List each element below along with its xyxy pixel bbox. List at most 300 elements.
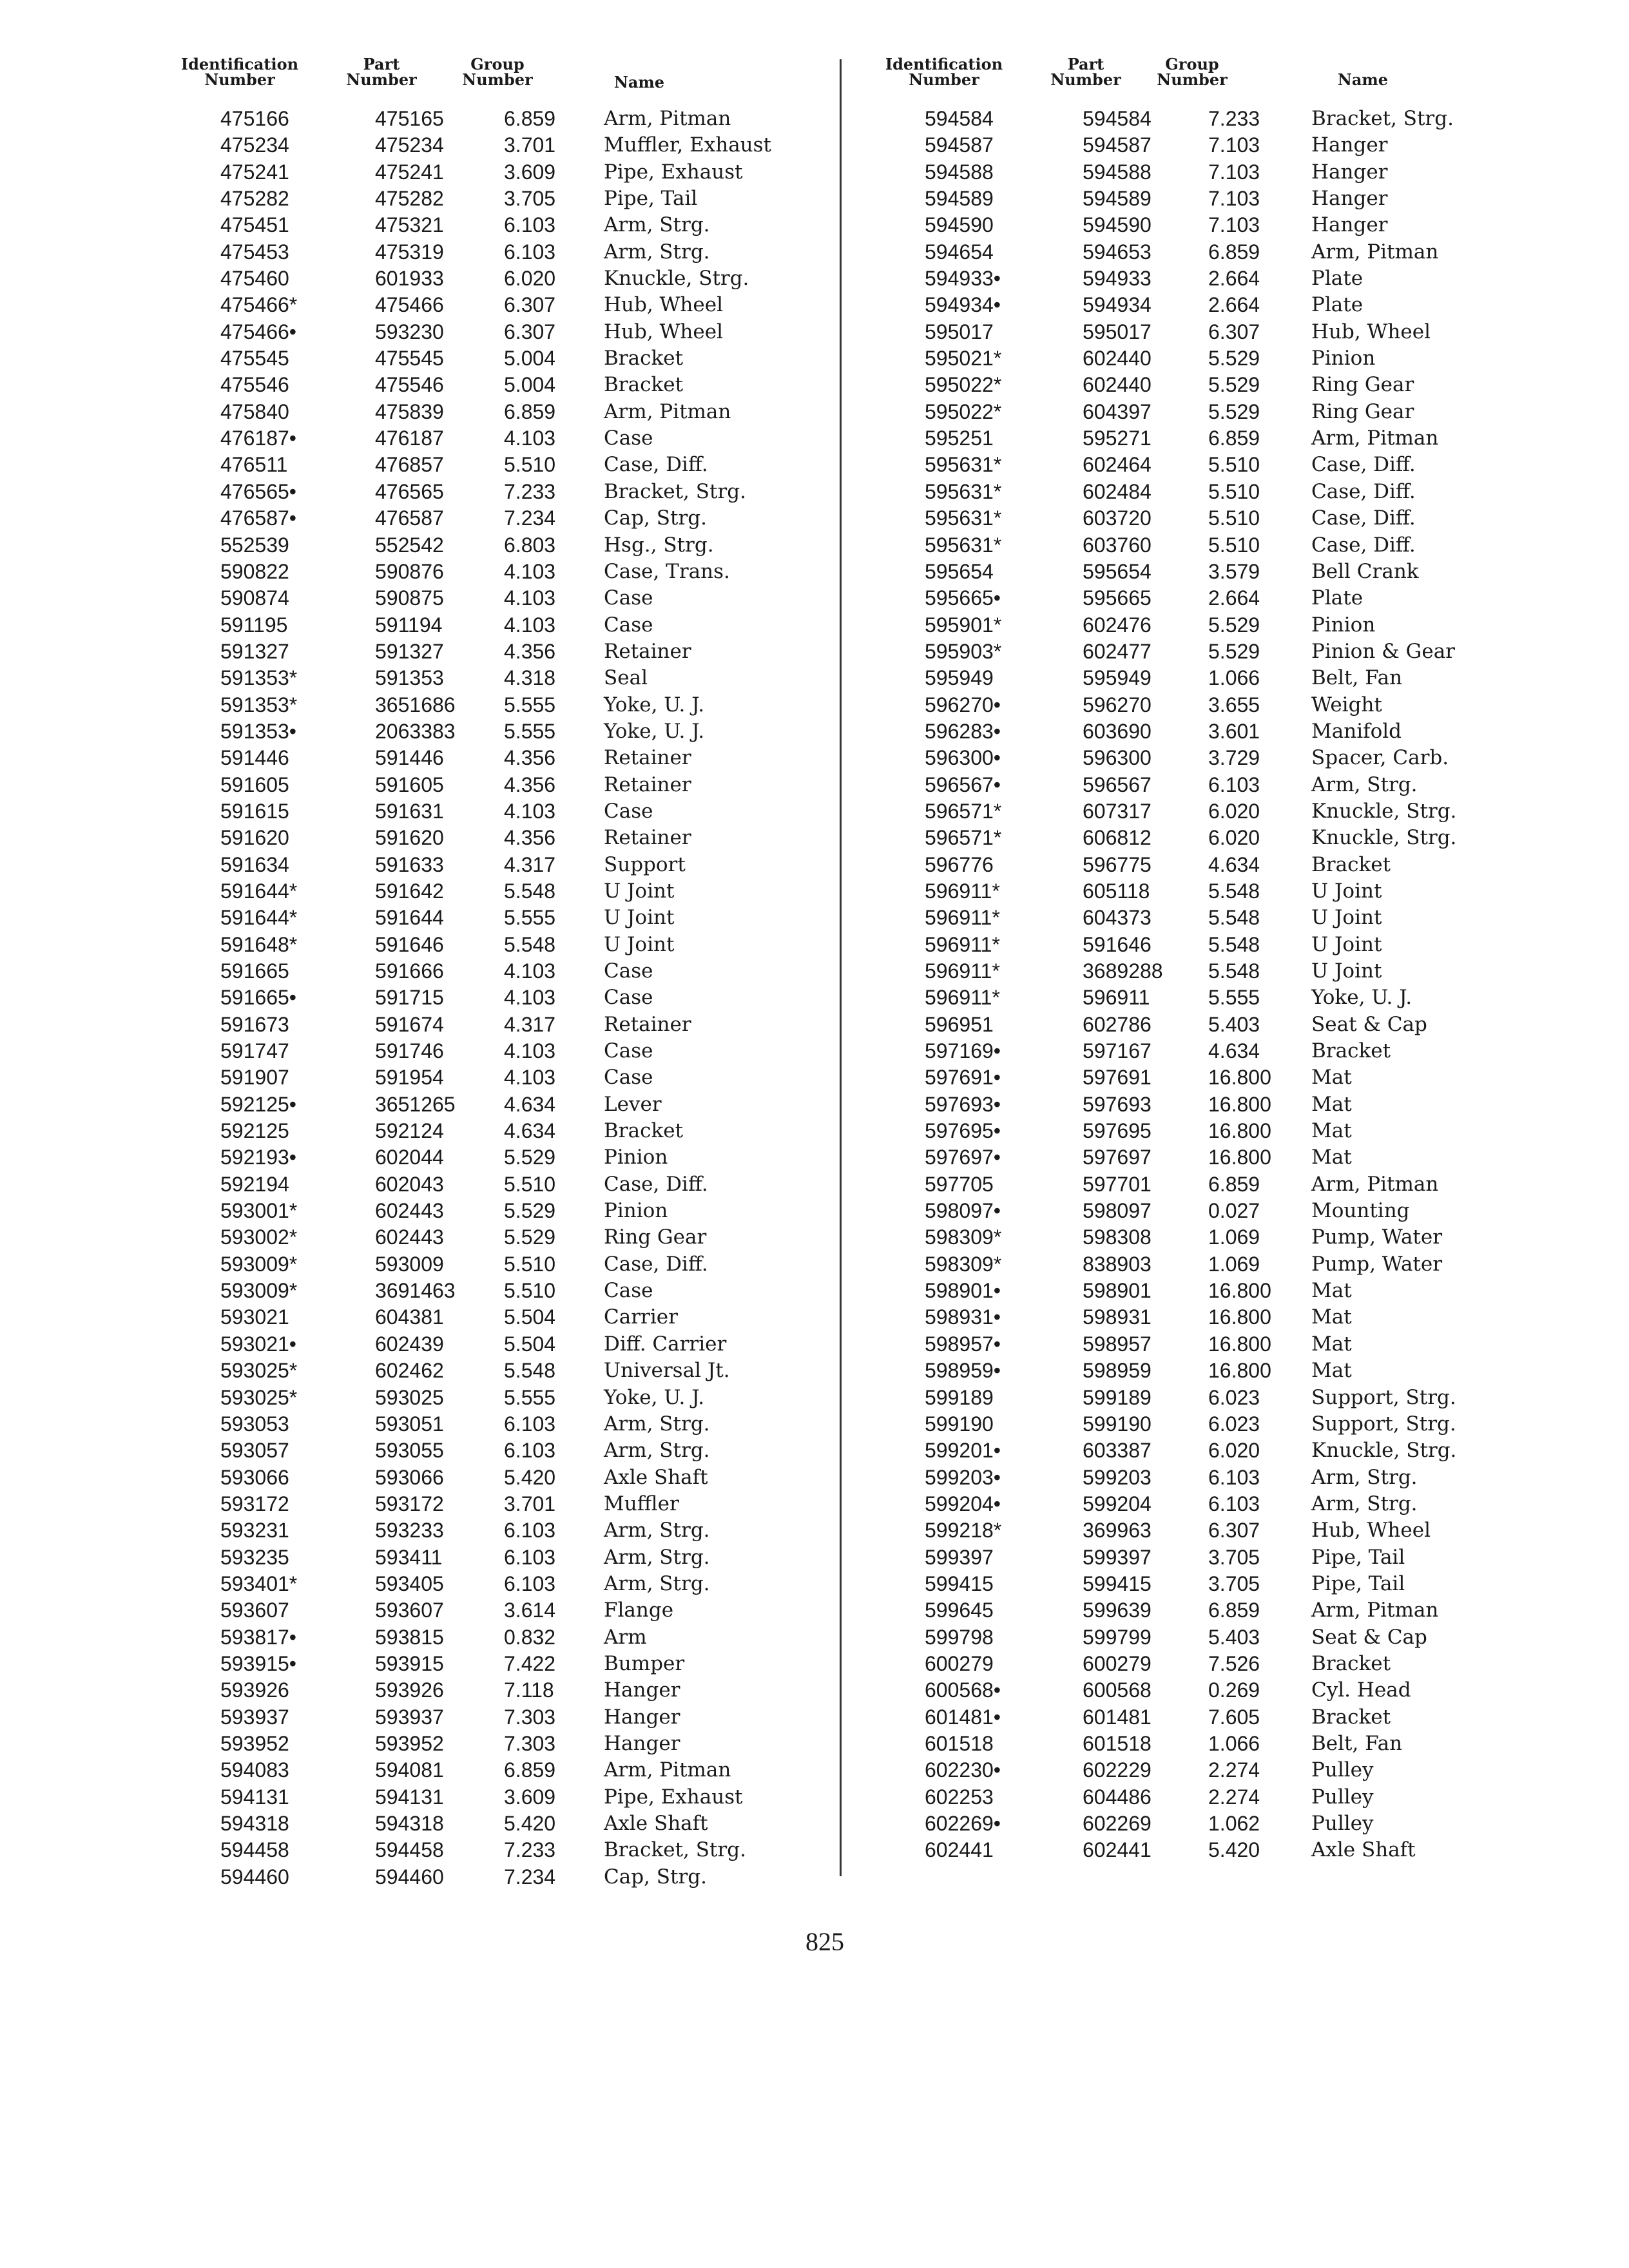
group-number-cell: 6.859 bbox=[504, 399, 556, 423]
part-number-cell: 602443 bbox=[375, 1225, 444, 1249]
group-number-cell: 5.529 bbox=[1208, 373, 1260, 397]
part-number-cell: 475241 bbox=[375, 160, 444, 184]
name-cell: Bracket, Strg. bbox=[604, 479, 746, 503]
name-cell: Arm, Pitman bbox=[604, 107, 731, 130]
group-number-cell: 3.614 bbox=[504, 1599, 556, 1622]
identification-number-cell: 597691• bbox=[925, 1066, 1001, 1090]
name-cell: Arm, Strg. bbox=[604, 240, 710, 264]
group-number-cell: 3.579 bbox=[1208, 559, 1260, 583]
identification-number-cell: 593025* bbox=[220, 1385, 298, 1409]
name-cell: Ring Gear bbox=[1311, 399, 1414, 423]
identification-number-cell: 599645 bbox=[925, 1599, 994, 1622]
group-number-cell: 4.103 bbox=[504, 613, 556, 637]
group-number-cell: 7.303 bbox=[504, 1705, 556, 1729]
name-cell: Ring Gear bbox=[604, 1225, 707, 1249]
name-cell: Yoke, U. J. bbox=[604, 693, 705, 716]
name-cell: Weight bbox=[1311, 693, 1382, 716]
name-cell: Universal Jt. bbox=[604, 1359, 730, 1383]
name-cell: Ring Gear bbox=[1311, 373, 1414, 397]
part-number-cell: 602440 bbox=[1083, 347, 1152, 370]
part-number-cell: 599639 bbox=[1083, 1599, 1152, 1622]
group-number-cell: 5.548 bbox=[1208, 959, 1260, 983]
identification-number-cell: 594458 bbox=[220, 1838, 289, 1862]
part-number-cell: 594588 bbox=[1083, 160, 1152, 184]
name-cell: Retainer bbox=[604, 639, 691, 663]
name-cell: Pulley bbox=[1311, 1785, 1374, 1809]
header-name: Name bbox=[1337, 70, 1389, 89]
part-number-cell: 597691 bbox=[1083, 1066, 1152, 1090]
name-cell: Pipe, Tail bbox=[1311, 1571, 1405, 1595]
part-number-cell: 600279 bbox=[1083, 1651, 1152, 1675]
part-number-cell: 593025 bbox=[375, 1385, 444, 1409]
part-number-cell: 594460 bbox=[375, 1865, 444, 1888]
group-number-cell: 4.103 bbox=[504, 1039, 556, 1063]
group-number-cell: 16.800 bbox=[1208, 1066, 1271, 1090]
group-number-cell: 6.307 bbox=[504, 293, 556, 317]
group-number-cell: 5.420 bbox=[1208, 1838, 1260, 1862]
identification-number-cell: 595665• bbox=[925, 586, 1001, 610]
part-number-cell: 593405 bbox=[375, 1571, 444, 1595]
group-number-cell: 5.403 bbox=[1208, 1625, 1260, 1649]
part-number-cell: 593815 bbox=[375, 1625, 444, 1649]
part-number-cell: 603720 bbox=[1083, 506, 1152, 530]
part-number-cell: 595654 bbox=[1083, 559, 1152, 583]
part-number-cell: 595271 bbox=[1083, 427, 1152, 450]
part-number-cell: 597697 bbox=[1083, 1146, 1152, 1169]
group-number-cell: 4.634 bbox=[504, 1092, 556, 1116]
name-cell: Retainer bbox=[604, 746, 691, 770]
group-number-cell: 5.548 bbox=[1208, 906, 1260, 930]
group-number-cell: 2.274 bbox=[1208, 1758, 1260, 1782]
part-number-cell: 602484 bbox=[1083, 479, 1152, 503]
group-number-cell: 4.103 bbox=[504, 559, 556, 583]
name-cell: Plate bbox=[1311, 586, 1364, 610]
identification-number-cell: 591353* bbox=[220, 666, 298, 690]
name-cell: Arm, Strg. bbox=[604, 1439, 710, 1463]
name-cell: Case, Diff. bbox=[604, 1252, 708, 1276]
header-group-number: Group Number bbox=[462, 55, 533, 89]
part-number-cell: 476857 bbox=[375, 453, 444, 477]
group-number-cell: 5.504 bbox=[504, 1332, 556, 1356]
group-number-cell: 6.023 bbox=[1208, 1412, 1260, 1436]
group-number-cell: 6.020 bbox=[1208, 826, 1260, 850]
identification-number-cell: 591353• bbox=[220, 719, 296, 743]
part-number-cell: 552542 bbox=[375, 533, 444, 557]
identification-number-cell: 475451 bbox=[220, 213, 289, 237]
part-number-cell: 596775 bbox=[1083, 852, 1152, 876]
group-number-cell: 6.307 bbox=[504, 320, 556, 343]
name-cell: Support bbox=[604, 852, 686, 876]
name-cell: U Joint bbox=[604, 879, 675, 903]
part-number-cell: 591746 bbox=[375, 1039, 444, 1063]
part-number-cell: 599799 bbox=[1083, 1625, 1152, 1649]
group-number-cell: 6.103 bbox=[504, 1519, 556, 1542]
group-number-cell: 4.103 bbox=[504, 586, 556, 610]
part-number-cell: 475466 bbox=[375, 293, 444, 317]
group-number-cell: 4.103 bbox=[504, 427, 556, 450]
header-identification-number: Identification Number bbox=[885, 55, 1003, 89]
identification-number-cell: 601518 bbox=[925, 1731, 994, 1755]
group-number-cell: 5.510 bbox=[504, 1172, 556, 1196]
identification-number-cell: 593231 bbox=[220, 1519, 289, 1542]
name-cell: Seal bbox=[604, 666, 648, 690]
group-number-cell: 6.103 bbox=[1208, 773, 1260, 796]
identification-number-cell: 593009* bbox=[220, 1279, 298, 1303]
group-number-cell: 5.004 bbox=[504, 373, 556, 397]
identification-number-cell: 593952 bbox=[220, 1731, 289, 1755]
group-number-cell: 5.555 bbox=[504, 719, 556, 743]
group-number-cell: 6.023 bbox=[1208, 1385, 1260, 1409]
identification-number-cell: 593066 bbox=[220, 1465, 289, 1489]
group-number-cell: 0.832 bbox=[504, 1625, 556, 1649]
part-number-cell: 594933 bbox=[1083, 267, 1152, 291]
identification-number-cell: 596270• bbox=[925, 693, 1001, 716]
identification-number-cell: 598309* bbox=[925, 1252, 1002, 1276]
name-cell: Hanger bbox=[604, 1678, 680, 1702]
identification-number-cell: 596571* bbox=[925, 799, 1002, 823]
part-number-cell: 591446 bbox=[375, 746, 444, 770]
group-number-cell: 6.020 bbox=[1208, 1439, 1260, 1463]
name-cell: Mat bbox=[1311, 1359, 1352, 1383]
identification-number-cell: 599218* bbox=[925, 1519, 1002, 1542]
group-number-cell: 6.103 bbox=[1208, 1465, 1260, 1489]
identification-number-cell: 599397 bbox=[925, 1545, 994, 1569]
name-cell: Mounting bbox=[1311, 1199, 1410, 1223]
part-number-cell: 594589 bbox=[1083, 187, 1152, 211]
name-cell: Pipe, Exhaust bbox=[604, 1785, 743, 1809]
identification-number-cell: 596951 bbox=[925, 1012, 994, 1036]
group-number-cell: 4.634 bbox=[1208, 852, 1260, 876]
group-number-cell: 5.420 bbox=[504, 1465, 556, 1489]
identification-number-cell: 595251 bbox=[925, 427, 994, 450]
name-cell: Arm, Pitman bbox=[1311, 1172, 1439, 1196]
part-number-cell: 599189 bbox=[1083, 1385, 1152, 1409]
part-number-cell: 475165 bbox=[375, 107, 444, 130]
name-cell: Pinion bbox=[1311, 613, 1376, 637]
group-number-cell: 6.103 bbox=[504, 1412, 556, 1436]
name-cell: Bracket bbox=[1311, 1705, 1391, 1729]
part-number-cell: 592124 bbox=[375, 1119, 444, 1143]
group-number-cell: 6.103 bbox=[504, 1545, 556, 1569]
name-cell: Axle Shaft bbox=[604, 1465, 708, 1489]
group-number-cell: 3.705 bbox=[1208, 1571, 1260, 1595]
identification-number-cell: 596911* bbox=[925, 906, 1000, 930]
group-number-cell: 5.529 bbox=[504, 1146, 556, 1169]
name-cell: Arm, Pitman bbox=[604, 399, 731, 423]
part-number-cell: 591633 bbox=[375, 852, 444, 876]
header-group-number: Group Number bbox=[1157, 55, 1228, 89]
part-number-cell: 597701 bbox=[1083, 1172, 1152, 1196]
identification-number-cell: 593002* bbox=[220, 1225, 298, 1249]
name-cell: Case bbox=[604, 586, 653, 610]
identification-number-cell: 475453 bbox=[220, 240, 289, 264]
part-number-cell: 3689288 bbox=[1083, 959, 1163, 983]
identification-number-cell: 475166 bbox=[220, 107, 289, 130]
identification-number-cell: 595017 bbox=[925, 320, 994, 343]
name-cell: Hub, Wheel bbox=[1311, 1519, 1431, 1542]
part-number-cell: 593051 bbox=[375, 1412, 444, 1436]
group-number-cell: 2.664 bbox=[1208, 293, 1260, 317]
identification-number-cell: 475466* bbox=[220, 293, 298, 317]
part-number-cell: 602476 bbox=[1083, 613, 1152, 637]
part-number-cell: 593952 bbox=[375, 1731, 444, 1755]
identification-number-cell: 593172 bbox=[220, 1492, 289, 1515]
group-number-cell: 4.317 bbox=[504, 852, 556, 876]
part-number-cell: 476187 bbox=[375, 427, 444, 450]
identification-number-cell: 599798 bbox=[925, 1625, 994, 1649]
group-number-cell: 7.103 bbox=[1208, 187, 1260, 211]
group-number-cell: 1.066 bbox=[1208, 1731, 1260, 1755]
identification-number-cell: 590822 bbox=[220, 559, 289, 583]
identification-number-cell: 593021 bbox=[220, 1305, 289, 1329]
part-number-cell: 591715 bbox=[375, 986, 444, 1010]
group-number-cell: 7.605 bbox=[1208, 1705, 1260, 1729]
name-cell: Knuckle, Strg. bbox=[1311, 826, 1457, 850]
name-cell: Plate bbox=[1311, 293, 1364, 317]
identification-number-cell: 475282 bbox=[220, 187, 289, 211]
name-cell: Case bbox=[604, 1066, 653, 1090]
name-cell: U Joint bbox=[1311, 879, 1382, 903]
name-cell: Hanger bbox=[1311, 187, 1388, 211]
name-cell: Knuckle, Strg. bbox=[1311, 799, 1457, 823]
name-cell: Arm, Strg. bbox=[1311, 1492, 1418, 1515]
name-cell: Pulley bbox=[1311, 1758, 1374, 1782]
name-cell: Manifold bbox=[1311, 719, 1402, 743]
part-number-cell: 591644 bbox=[375, 906, 444, 930]
identification-number-cell: 591353* bbox=[220, 693, 298, 716]
part-number-cell: 594590 bbox=[1083, 213, 1152, 237]
group-number-cell: 0.027 bbox=[1208, 1199, 1260, 1223]
group-number-cell: 5.555 bbox=[504, 906, 556, 930]
identification-number-cell: 591665• bbox=[220, 986, 296, 1010]
identification-number-cell: 593915• bbox=[220, 1651, 296, 1675]
name-cell: Pulley bbox=[1311, 1812, 1374, 1835]
group-number-cell: 5.510 bbox=[504, 1252, 556, 1276]
group-number-cell: 4.634 bbox=[504, 1119, 556, 1143]
part-number-cell: 599397 bbox=[1083, 1545, 1152, 1569]
identification-number-cell: 594934• bbox=[925, 293, 1001, 317]
identification-number-cell: 596776 bbox=[925, 852, 994, 876]
group-number-cell: 16.800 bbox=[1208, 1092, 1271, 1116]
part-number-cell: 591631 bbox=[375, 799, 444, 823]
name-cell: Mat bbox=[1311, 1332, 1352, 1356]
name-cell: Knuckle, Strg. bbox=[604, 267, 749, 291]
name-cell: Hanger bbox=[604, 1705, 680, 1729]
part-number-cell: 593926 bbox=[375, 1678, 444, 1702]
name-cell: Carrier bbox=[604, 1305, 678, 1329]
identification-number-cell: 475241 bbox=[220, 160, 289, 184]
group-number-cell: 6.103 bbox=[1208, 1492, 1260, 1515]
part-number-cell: 590876 bbox=[375, 559, 444, 583]
name-cell: Yoke, U. J. bbox=[604, 1385, 705, 1409]
name-cell: Belt, Fan bbox=[1311, 666, 1403, 690]
part-number-cell: 596300 bbox=[1083, 746, 1152, 770]
identification-number-cell: 596911* bbox=[925, 879, 1000, 903]
identification-number-cell: 475460 bbox=[220, 267, 289, 291]
identification-number-cell: 591195 bbox=[220, 613, 288, 637]
name-cell: U Joint bbox=[1311, 959, 1382, 983]
part-number-cell: 475546 bbox=[375, 373, 444, 397]
identification-number-cell: 595631* bbox=[925, 506, 1002, 530]
name-cell: Pinion & Gear bbox=[1311, 639, 1455, 663]
name-cell: Mat bbox=[1311, 1305, 1352, 1329]
name-cell: Retainer bbox=[604, 826, 691, 850]
group-number-cell: 5.548 bbox=[504, 879, 556, 903]
identification-number-cell: 598309* bbox=[925, 1225, 1002, 1249]
group-number-cell: 4.356 bbox=[504, 773, 556, 796]
name-cell: Pump, Water bbox=[1311, 1225, 1443, 1249]
identification-number-cell: 594589 bbox=[925, 187, 994, 211]
part-number-cell: 602464 bbox=[1083, 453, 1152, 477]
part-number-cell: 594081 bbox=[375, 1758, 444, 1782]
identification-number-cell: 595903* bbox=[925, 639, 1002, 663]
identification-number-cell: 594131 bbox=[220, 1785, 289, 1809]
name-cell: U Joint bbox=[1311, 932, 1382, 956]
name-cell: Hanger bbox=[1311, 160, 1388, 184]
group-number-cell: 6.020 bbox=[504, 267, 556, 291]
identification-number-cell: 593021• bbox=[220, 1332, 296, 1356]
identification-number-cell: 593057 bbox=[220, 1439, 289, 1463]
identification-number-cell: 590874 bbox=[220, 586, 289, 610]
part-number-cell: 603760 bbox=[1083, 533, 1152, 557]
name-cell: Spacer, Carb. bbox=[1311, 746, 1449, 770]
part-number-cell: 593172 bbox=[375, 1492, 444, 1515]
identification-number-cell: 476511 bbox=[220, 453, 288, 477]
identification-number-cell: 591644* bbox=[220, 879, 298, 903]
name-cell: Arm, Pitman bbox=[1311, 1599, 1439, 1622]
part-number-cell: 593607 bbox=[375, 1599, 444, 1622]
part-number-cell: 591954 bbox=[375, 1066, 444, 1090]
part-number-cell: 598959 bbox=[1083, 1359, 1152, 1383]
name-cell: Bracket bbox=[1311, 852, 1391, 876]
part-number-cell: 599204 bbox=[1083, 1492, 1152, 1515]
identification-number-cell: 591907 bbox=[220, 1066, 289, 1090]
identification-number-cell: 594590 bbox=[925, 213, 994, 237]
name-cell: Bracket bbox=[1311, 1651, 1391, 1675]
header-part-number: Part Number bbox=[1050, 55, 1121, 89]
left-column bbox=[169, 55, 813, 1888]
name-cell: Pump, Water bbox=[1311, 1252, 1443, 1276]
identification-number-cell: 595631* bbox=[925, 479, 1002, 503]
identification-number-cell: 592125• bbox=[220, 1092, 296, 1116]
identification-number-cell: 598957• bbox=[925, 1332, 1001, 1356]
name-cell: Seat & Cap bbox=[1311, 1625, 1427, 1649]
group-number-cell: 6.103 bbox=[504, 240, 556, 264]
identification-number-cell: 591665 bbox=[220, 959, 289, 983]
name-cell: Hsg., Strg. bbox=[604, 533, 714, 557]
identification-number-cell: 591327 bbox=[220, 639, 289, 663]
identification-number-cell: 476187• bbox=[220, 427, 296, 450]
group-number-cell: 7.422 bbox=[504, 1651, 556, 1675]
group-number-cell: 5.548 bbox=[504, 932, 556, 956]
group-number-cell: 7.303 bbox=[504, 1731, 556, 1755]
part-number-cell: 604373 bbox=[1083, 906, 1152, 930]
part-number-cell: 593937 bbox=[375, 1705, 444, 1729]
name-cell: Belt, Fan bbox=[1311, 1731, 1403, 1755]
group-number-cell: 1.069 bbox=[1208, 1225, 1260, 1249]
part-number-cell: 591646 bbox=[375, 932, 444, 956]
identification-number-cell: 594083 bbox=[220, 1758, 289, 1782]
identification-number-cell: 593025* bbox=[220, 1359, 298, 1383]
identification-number-cell: 595022* bbox=[925, 399, 1002, 423]
group-number-cell: 6.859 bbox=[1208, 240, 1260, 264]
name-cell: Diff. Carrier bbox=[604, 1332, 727, 1356]
identification-number-cell: 599201• bbox=[925, 1439, 1001, 1463]
group-number-cell: 7.103 bbox=[1208, 213, 1260, 237]
part-number-cell: 596270 bbox=[1083, 693, 1152, 716]
group-number-cell: 3.701 bbox=[504, 133, 556, 157]
group-number-cell: 5.529 bbox=[1208, 613, 1260, 637]
identification-number-cell: 593937 bbox=[220, 1705, 289, 1729]
identification-number-cell: 602253 bbox=[925, 1785, 994, 1809]
column-divider bbox=[840, 59, 842, 1876]
part-number-cell: 594458 bbox=[375, 1838, 444, 1862]
part-number-cell: 475282 bbox=[375, 187, 444, 211]
group-number-cell: 5.403 bbox=[1208, 1012, 1260, 1036]
group-number-cell: 4.318 bbox=[504, 666, 556, 690]
group-number-cell: 7.103 bbox=[1208, 133, 1260, 157]
part-number-cell: 602440 bbox=[1083, 373, 1152, 397]
name-cell: Axle Shaft bbox=[1311, 1838, 1416, 1862]
group-number-cell: 7.234 bbox=[504, 1865, 556, 1888]
group-number-cell: 5.510 bbox=[1208, 479, 1260, 503]
part-number-cell: 602269 bbox=[1083, 1812, 1152, 1835]
identification-number-cell: 476587• bbox=[220, 506, 296, 530]
group-number-cell: 5.510 bbox=[504, 1279, 556, 1303]
group-number-cell: 5.510 bbox=[504, 453, 556, 477]
group-number-cell: 5.004 bbox=[504, 347, 556, 370]
part-number-cell: 597695 bbox=[1083, 1119, 1152, 1143]
group-number-cell: 5.548 bbox=[1208, 932, 1260, 956]
identification-number-cell: 552539 bbox=[220, 533, 289, 557]
part-number-cell: 604381 bbox=[375, 1305, 444, 1329]
name-cell: Muffler bbox=[604, 1492, 679, 1515]
part-number-cell: 603690 bbox=[1083, 719, 1152, 743]
group-number-cell: 4.103 bbox=[504, 959, 556, 983]
part-number-cell: 594318 bbox=[375, 1812, 444, 1835]
part-number-cell: 599203 bbox=[1083, 1465, 1152, 1489]
group-number-cell: 7.118 bbox=[504, 1678, 554, 1702]
name-cell: Case bbox=[604, 427, 653, 450]
name-cell: Pinion bbox=[604, 1146, 668, 1169]
identification-number-cell: 594933• bbox=[925, 267, 1001, 291]
part-number-cell: 594934 bbox=[1083, 293, 1152, 317]
part-number-cell: 591194 bbox=[375, 613, 443, 637]
name-cell: Arm, Pitman bbox=[604, 1758, 731, 1782]
group-number-cell: 7.234 bbox=[504, 506, 556, 530]
name-cell: Cyl. Head bbox=[1311, 1678, 1411, 1702]
group-number-cell: 3.609 bbox=[504, 160, 556, 184]
name-cell: Muffler, Exhaust bbox=[604, 133, 772, 157]
identification-number-cell: 595949 bbox=[925, 666, 994, 690]
identification-number-cell: 602269• bbox=[925, 1812, 1001, 1835]
group-number-cell: 6.859 bbox=[1208, 1172, 1260, 1196]
name-cell: Bracket bbox=[604, 373, 684, 397]
part-number-cell: 590875 bbox=[375, 586, 444, 610]
group-number-cell: 7.233 bbox=[504, 479, 556, 503]
identification-number-cell: 599189 bbox=[925, 1385, 994, 1409]
part-number-cell: 3651265 bbox=[375, 1092, 456, 1116]
group-number-cell: 4.356 bbox=[504, 826, 556, 850]
identification-number-cell: 599415 bbox=[925, 1571, 994, 1595]
name-cell: Case bbox=[604, 1279, 653, 1303]
identification-number-cell: 602441 bbox=[925, 1838, 994, 1862]
part-number-cell: 604486 bbox=[1083, 1785, 1152, 1809]
part-number-cell: 594587 bbox=[1083, 133, 1152, 157]
part-number-cell: 3691463 bbox=[375, 1279, 456, 1303]
identification-number-cell: 591747 bbox=[220, 1039, 289, 1063]
group-number-cell: 16.800 bbox=[1208, 1332, 1271, 1356]
